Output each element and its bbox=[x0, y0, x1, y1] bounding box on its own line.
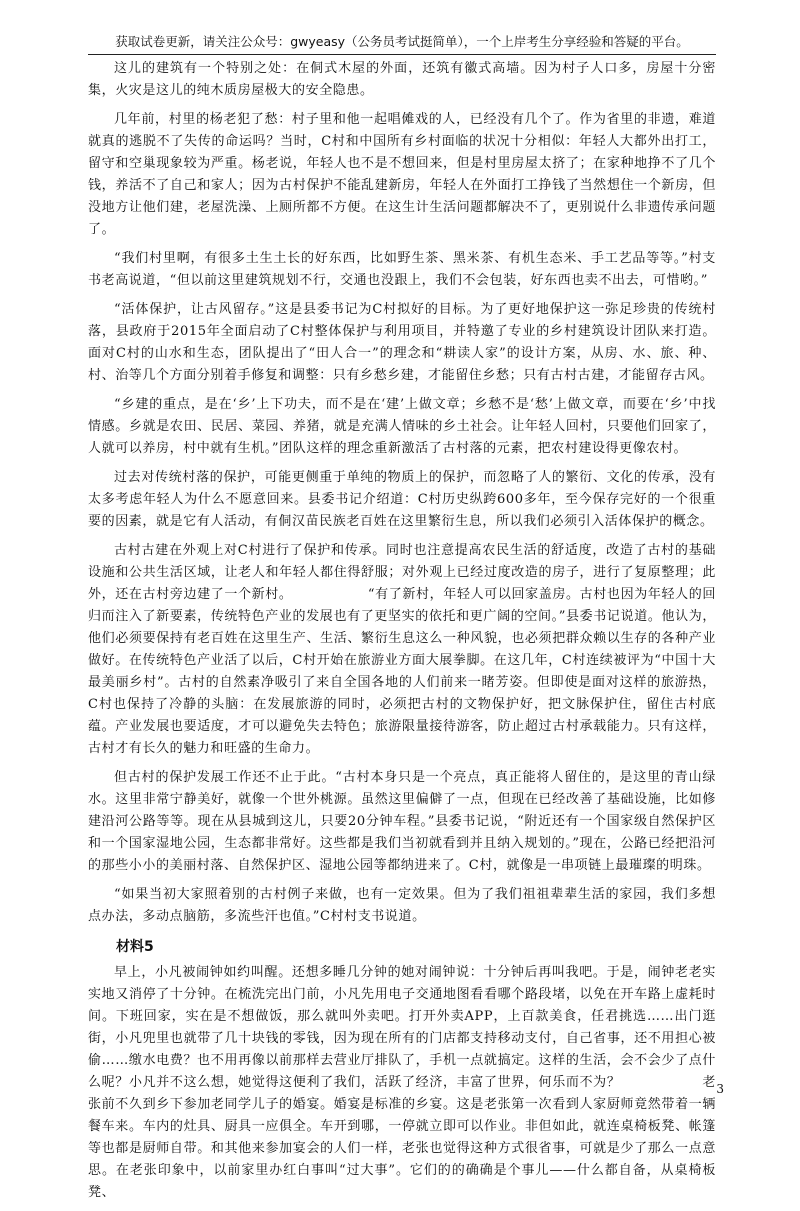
body-paragraph: “我们村里啊，有很多土生土长的好东西，比如野生茶、黑米茶、有机生态米、手工艺品等等。”村支书老高说道，“但以前这里建筑规划不行，交通也没跟上，我们不会包装，好东西也卖不出去，可惜哟。” bbox=[88, 251, 716, 288]
body-paragraph: 古村古建在外观上对C村进行了保护和传承。同时也注意提高农民生活的舒适度，改造了古村的基础设施和公共生活区域，让老人和年轻人都住得舒服；对外观上已经过度改造的房子，进行了复原整理；此外，还在古村旁边建了一个新村。 “有了新村，年轻人可以回家盖房。古村也因为年轻人的回归而注入了新要素，传统特色产业的发展也有了更坚实的依托和更广阔的空间。”县委书记说道。他认为，他们必须要保持有老百姓在这里生产、生活、繁衍生息这么一种风貌，也必须把群众赖以生存的各种产业做好。在传统特色产业活了以后，C村开始在旅游业方面大展拳脚。在这几年，C村连续被评为“中国十大最美丽乡村”。古村的自然素净吸引了来自全国各地的人们前来一睹芳姿。但即使是面对这样的旅游热，C村也保持了冷静的头脑：在发展旅游的同时，必须把古村的文物保护好，把文脉保护住，留住古村底蕴。产业发展也要适度，才可以避免失去特色；旅游限量接待游客，防止超过古村承载能力。只有这样，古村才有长久的魅力和旺盛的生命力。 bbox=[88, 543, 716, 756]
body-paragraph: “乡建的重点，是在‘乡’上下功夫，而不是在‘建’上做文章；乡愁不是‘愁’上做文章，而要在‘乡’中找情感。乡就是农田、民居、菜园、养猪，就是充满人情味的乡土社会。让年轻人回村，只要他们回家了，人就可以养房，村中就有生机。”团队这样的理念重新激活了古村落的元素，把农村建设得更像农村。 bbox=[88, 397, 716, 456]
section-title: 材料5 bbox=[116, 939, 154, 955]
body-paragraph: “如果当初大家照着别的古村例子来做，也有一定效果。但为了我们祖祖辈辈生活的家园，我们多想点办法，多动点脑筋，多流些汗也值。”C村村支书说道。 bbox=[88, 887, 716, 924]
body-paragraph: 几年前，村里的杨老犯了愁：村子里和他一起唱傩戏的人，已经没有几个了。作为省里的非遗，难道就真的逃脱不了失传的命运吗？当时，C村和中国所有乡村面临的状况十分相似：年轻人大都外出打工，留守和空巢现象较为严重。杨老说，年轻人也不是不想回来，但是村里房屋太挤了；在家种地挣不了几个钱，养活不了自己和家人；因为古村保护不能乱建新房，年轻人在外面打工挣钱了当然想住一个新房，但没地方让他们建，老屋洗澡、上厕所都不方便。在这生计生活问题都解决不了，更别说什么非遗传承问题了。 bbox=[88, 112, 716, 237]
body-paragraph: “活体保护，让古风留存。”这是县委书记为C村拟好的目标。为了更好地保护这一弥足珍贵的传统村落，县政府于2015年全面启动了C村整体保护与利用项目，并特邀了专业的乡村建筑设计团队来打造。面对C村的山水和生态，团队提出了“田人合一”的理念和“耕读人家”的设计方案，从房、水、旅、种、村、治等几个方面分别着手修复和调整：只有乡愁乡建，才能留住乡愁；只有古村古建，才能留存古风。 bbox=[88, 302, 716, 383]
body-paragraph: 过去对传统村落的保护，可能更侧重于单纯的物质上的保护，而忽略了人的繁衍、文化的传承，没有太多考虑年轻人为什么不愿意回来。县委书记介绍道：C村历史纵跨600多年，至今保存完好的一个很重要的因素，就是它有人活动，有侗汉苗民族老百姓在这里繁衍生息，所以我们必须引入活体保护的概念。 bbox=[88, 470, 716, 529]
body-paragraph: 这儿的建筑有一个特别之处：在侗式木屋的外面，还筑有徽式高墙。因为村子人口多，房屋十分密集，火灾是这儿的纯木质房屋极大的安全隐患。 bbox=[88, 61, 716, 98]
page-header: 获取试卷更新，请关注公众号：gwyeasy（公务员考试挺简单），一个上岸考生分享经验和答疑的平台。 bbox=[88, 34, 716, 55]
document-body bbox=[88, 58, 716, 1211]
page-number: 3 bbox=[716, 1082, 724, 1096]
body-paragraph: 早上，小凡被闹钟如约叫醒。还想多睡几分钟的她对闹钟说：十分钟后再叫我吧。于是，闹钟老老实实地又消停了十分钟。在梳洗完出门前，小凡先用电子交通地图看看哪个路段堵，以免在开车路上虚耗时间。下班回家，实在是不想做饭，那么就叫外卖吧。打开外卖APP，上百款美食，任君挑选……出门逛街，小凡兜里也就带了几十块钱的零钱，因为现在所有的门店都支持移动支付，自己省事，还不用担心被偷……缴水电费？也不用再像以前那样去营业厅排队了，手机一点就搞定。这样的生活，会不会少了点什么呢？小凡并不这么想，她觉得这便利了我们，活跃了经济，丰富了世界，何乐而不为？ 老张前不久到乡下参加老同学儿子的婚宴。婚宴是标准的乡宴。这是老张第一次看到人家厨师竟然带着一辆餐车来。车内的灶具、厨具一应俱全。车开到哪，一停就立即可以作业。非但如此，就连桌椅板凳、帐篷等也都是厨师自带。和其他来参加宴会的人们一样，老张也觉得这种方式很省事，可就是少了那么一点意思。在老张印象中，以前家里办红白事叫“过大事”。它们的的确确是个事儿——什么都自备，从桌椅板凳、 bbox=[88, 965, 716, 1200]
body-paragraph: 但古村的保护发展工作还不止于此。“古村本身只是一个亮点，真正能将人留住的，是这里的青山绿水。这里非常宁静美好，就像一个世外桃源。虽然这里偏僻了一点，但现在已经改善了基础设施，比如修建沿河公路等等。现在从县城到这儿，只要20分钟车程。”县委书记说，“附近还有一个国家级自然保护区和一个国家湿地公园，生态都非常好。这些都是我们当初就看到并且纳入规划的。”现在，公路已经把沿河的那些小小的美丽村落、自然保护区、湿地公园等都纳进来了。C村，就像是一串项链上最璀璨的明珠。 bbox=[88, 770, 716, 873]
